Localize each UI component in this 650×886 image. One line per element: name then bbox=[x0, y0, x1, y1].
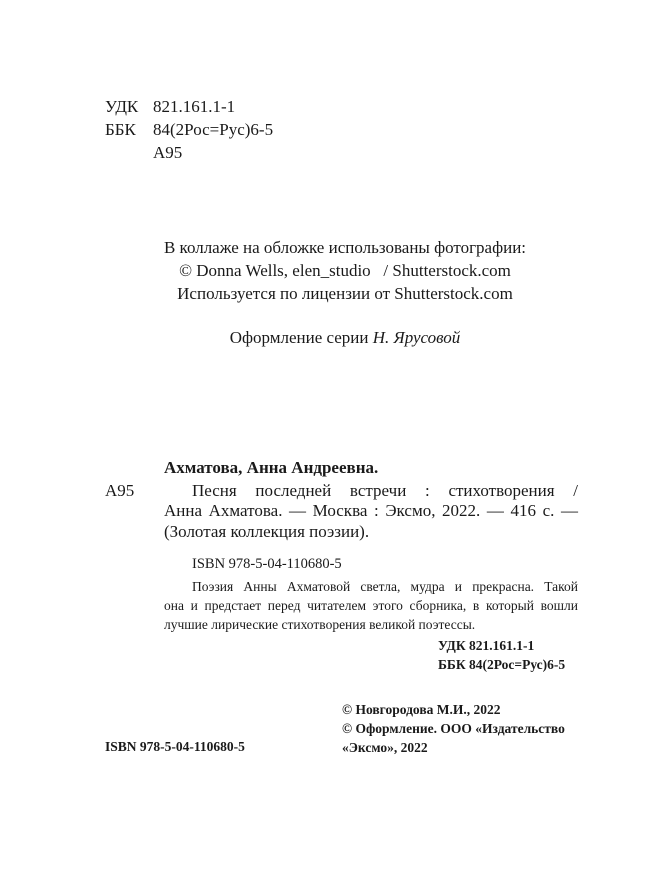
footer-isbn: ISBN 978-5-04-110680-5 bbox=[105, 739, 245, 754]
bbk-label: ББК bbox=[105, 120, 136, 139]
author-mark-top: А95 bbox=[153, 143, 183, 162]
catalog-description-line-2: Анна Ахматова. — Москва : Эксмо, 2022. — 416 с. — bbox=[164, 501, 578, 520]
bbk-line bbox=[105, 119, 273, 141]
annotation-line-2: она и предстает перед читателем этого сборника, в который вошли bbox=[164, 598, 578, 613]
catalog-description-line-3: (Золотая коллекция поэзии). bbox=[164, 522, 370, 541]
udk-value: 821.161.1-1 bbox=[153, 97, 236, 116]
cover-credit-line-3: Используется по лицензии от Shutterstock.com bbox=[177, 284, 513, 303]
copyright-design-line-2: «Эксмо», 2022 bbox=[342, 740, 428, 755]
catalog-description-line-1: Песня последней встречи : стихотворения / bbox=[192, 481, 578, 500]
copyright-design-line-1: © Оформление. ООО «Издательство bbox=[342, 721, 565, 736]
udk-label: УДК bbox=[105, 97, 139, 116]
series-design-line bbox=[100, 327, 590, 349]
catalog-udk: УДК 821.161.1-1 bbox=[438, 638, 535, 653]
catalog-author-heading: Ахматова, Анна Андреевна. bbox=[164, 458, 379, 477]
udk-line bbox=[105, 96, 235, 118]
copyright-author: © Новгородова М.И., 2022 bbox=[342, 702, 501, 717]
catalog-author-mark: А95 bbox=[105, 481, 135, 500]
series-designer-name: Н. Ярусовой bbox=[372, 328, 461, 347]
annotation-line-1: Поэзия Анны Ахматовой светла, мудра и прекрасна. Такой bbox=[192, 579, 578, 594]
cover-credit-line-2: © Donna Wells, elen_studio / Shutterstock.com bbox=[179, 261, 511, 280]
bbk-value: 84(2Рос=Рус)6-5 bbox=[153, 120, 274, 139]
annotation-line-3: лучшие лирические стихотворения великой поэтессы. bbox=[164, 617, 476, 632]
cover-credit-line-1: В коллаже на обложке использованы фотографии: bbox=[163, 238, 527, 257]
catalog-isbn: ISBN 978-5-04-110680-5 bbox=[192, 556, 342, 572]
series-design-prefix: Оформление серии bbox=[229, 328, 369, 347]
catalog-bbk: ББК 84(2Рос=Рус)6-5 bbox=[438, 657, 566, 672]
